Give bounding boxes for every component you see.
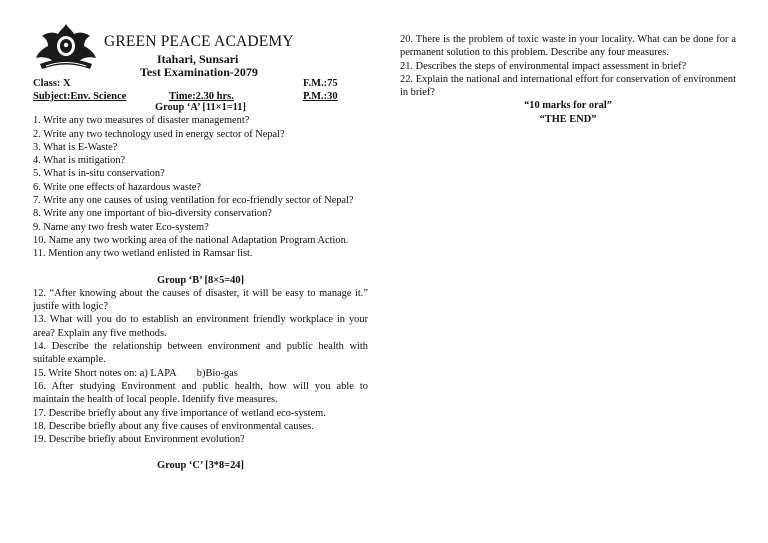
question: 13. What will you do to establish an environment friendly workplace in your area? Explain any five methods. xyxy=(33,314,368,339)
question: 10. Name any two working area of the national Adaptation Program Action. xyxy=(33,234,349,246)
group-b-heading: Group ‘B’ [8×5=40] xyxy=(156,274,245,286)
full-marks: F.M.:75 xyxy=(303,78,338,89)
question: 3. What is E-Waste? xyxy=(33,141,118,153)
question: 20. There is the problem of toxic waste in your locality. What can be done for a permanent solution to this problem. Describe any four measures. xyxy=(400,34,736,59)
question: 2. Write any two technology used in energy sector of Nepal? xyxy=(33,128,285,140)
question: 14. Describe the relationship between environment and public health with suitable example. xyxy=(33,341,368,366)
group-a-heading: Group ‘A’ [11×1=11] xyxy=(155,102,246,113)
question: 21. Describes the steps of environmental impact assessment in brief? xyxy=(400,60,687,72)
question: 11. Mention any two wetland enlisted in Ramsar list. xyxy=(33,248,253,260)
question: 17. Describe briefly about any five importance of wetland eco-system. xyxy=(33,407,326,419)
question: 1. Write any two measures of disaster management? xyxy=(33,115,250,127)
pass-marks: P.M.:30 xyxy=(303,91,338,102)
right-column xyxy=(400,33,736,126)
question: 5. What is in-situ conservation? xyxy=(33,168,165,180)
question: 22. Explain the national and international effort for conservation of environment in brief? xyxy=(400,73,736,99)
question: 4. What is mitigation? xyxy=(33,155,126,167)
question: 6. Write one effects of hazardous waste? xyxy=(33,181,201,193)
school-logo xyxy=(34,22,98,74)
school-address: Itahari, Sunsari xyxy=(157,52,239,66)
school-name: GREEN PEACE ACADEMY xyxy=(104,33,294,50)
class-label: Class: X xyxy=(33,78,71,89)
left-column xyxy=(33,101,368,473)
question: 8. Write any one important of bio-diversity conservation? xyxy=(33,208,272,220)
question: 12. “After knowing about the causes of disaster, it will be easy to manage it.” justife with logic? xyxy=(33,287,368,313)
time-label: Time:2.30 hrs. xyxy=(169,91,234,102)
subject-label: Subject:Env. Science xyxy=(33,91,127,102)
question: 7. Write any one causes of using ventilation for eco-friendly sector of Nepal? xyxy=(33,195,354,207)
question: 15. Write Short notes on: a) LAPA b)Bio-gas xyxy=(33,367,238,379)
question: 19. Describe briefly about Environment evolution? xyxy=(33,434,245,446)
question: 18. Describe briefly about any five causes of environmental causes. xyxy=(33,420,314,432)
exam-title: Test Examination-2079 xyxy=(140,65,258,79)
question: 9. Name any two fresh water Eco-system? xyxy=(33,221,209,233)
the-end: “THE END” xyxy=(539,113,597,125)
group-c-heading: Group ‘C’ [3*8=24] xyxy=(157,460,244,472)
oral-marks-note: “10 marks for oral” xyxy=(524,100,612,112)
question: 16. After studying Environment and public health, how will you able to maintain the health of local people. Identify five measures. xyxy=(33,380,368,406)
